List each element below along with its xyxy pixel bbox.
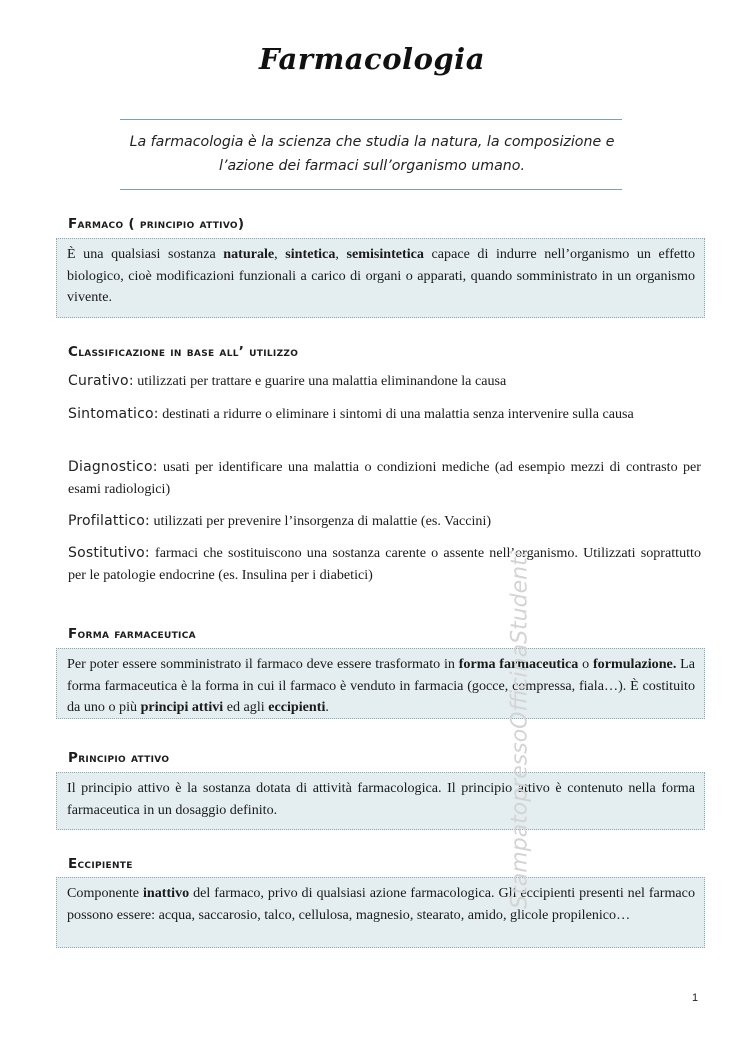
section-heading-forma: Forma farmaceutica xyxy=(68,626,196,642)
section-heading-eccipiente: Eccipiente xyxy=(68,856,133,872)
definition-box-principio: Il principio attivo è la sostanza dotata di attività farmacologica. Il principio attivo è contenuto nella forma farmaceutica in un dosaggio definito. xyxy=(56,772,705,830)
page-title: Farmacologia xyxy=(259,42,485,76)
term-profilattico: Profilattico: xyxy=(68,513,150,529)
divider-top xyxy=(120,119,622,120)
intro-text: La farmacologia è la scienza che studia la natura, la composizione e l’azione dei farmaci sull’organismo umano. xyxy=(129,134,615,174)
list-item-sintomatico: Sintomatico: destinati a ridurre o eliminare i sintomi di una malattia senza intervenire sulla causa xyxy=(68,406,634,422)
list-item-diagnostico: Diagnostico: usati per identificare una malattia o condizioni mediche (ad esempio mezzi di contrasto per esami radiologici) xyxy=(68,459,701,497)
term-diagnostico: Diagnostico: xyxy=(68,459,158,475)
definition-box-eccipiente: Componente inattivo del farmaco, privo di qualsiasi azione farmacologica. Gli eccipienti presenti nel farmaco possono essere: acqua, saccarosio, talco, cellulosa, magnesio, stearato, amido, glicole propilenico… xyxy=(56,877,705,948)
definition-box-forma: Per poter essere somministrato il farmaco deve essere trasformato in forma farmaceutica o formulazione. La forma farmaceutica è la forma in cui il farmaco è venduto in farmacia (gocce, compressa, fiala…). È costituito da uno o più principi attivi ed agli eccipienti. xyxy=(56,648,705,719)
term-curativo: Curativo: xyxy=(68,373,134,389)
list-item-profilattico: Profilattico: utilizzati per prevenire l’insorgenza di malattie (es. Vaccini) xyxy=(68,513,492,529)
page-number: 1 xyxy=(692,992,699,1004)
section-heading-principio: Principio attivo xyxy=(68,750,170,766)
term-sostitutivo: Sostitutivo: xyxy=(68,545,150,561)
watermark: StampatopressoOfficinaStudenti xyxy=(507,551,533,909)
list-item-curativo: Curativo: utilizzati per trattare e guarire una malattia eliminandone la causa xyxy=(68,373,507,389)
definition-box-farmaco: È una qualsiasi sostanza naturale, sintetica, semisintetica capace di indurre nell’organismo un effetto biologico, cioè modificazioni funzionali a carico di organi o apparati, quando somministrato in un organismo vivente. xyxy=(56,238,705,318)
term-sintomatico: Sintomatico: xyxy=(68,406,159,422)
list-item-sostitutivo: Sostitutivo: farmaci che sostituiscono una sostanza carente o assente nell’organismo. Utilizzati soprattutto per le patologie endocrine (es. Insulina per i diabetici) xyxy=(68,545,701,583)
divider-bottom xyxy=(120,189,622,190)
section-heading-farmaco: Farmaco ( principio attivo) xyxy=(68,216,245,232)
section-heading-classificazione: Classificazione in base all’ utilizzo xyxy=(68,344,299,360)
